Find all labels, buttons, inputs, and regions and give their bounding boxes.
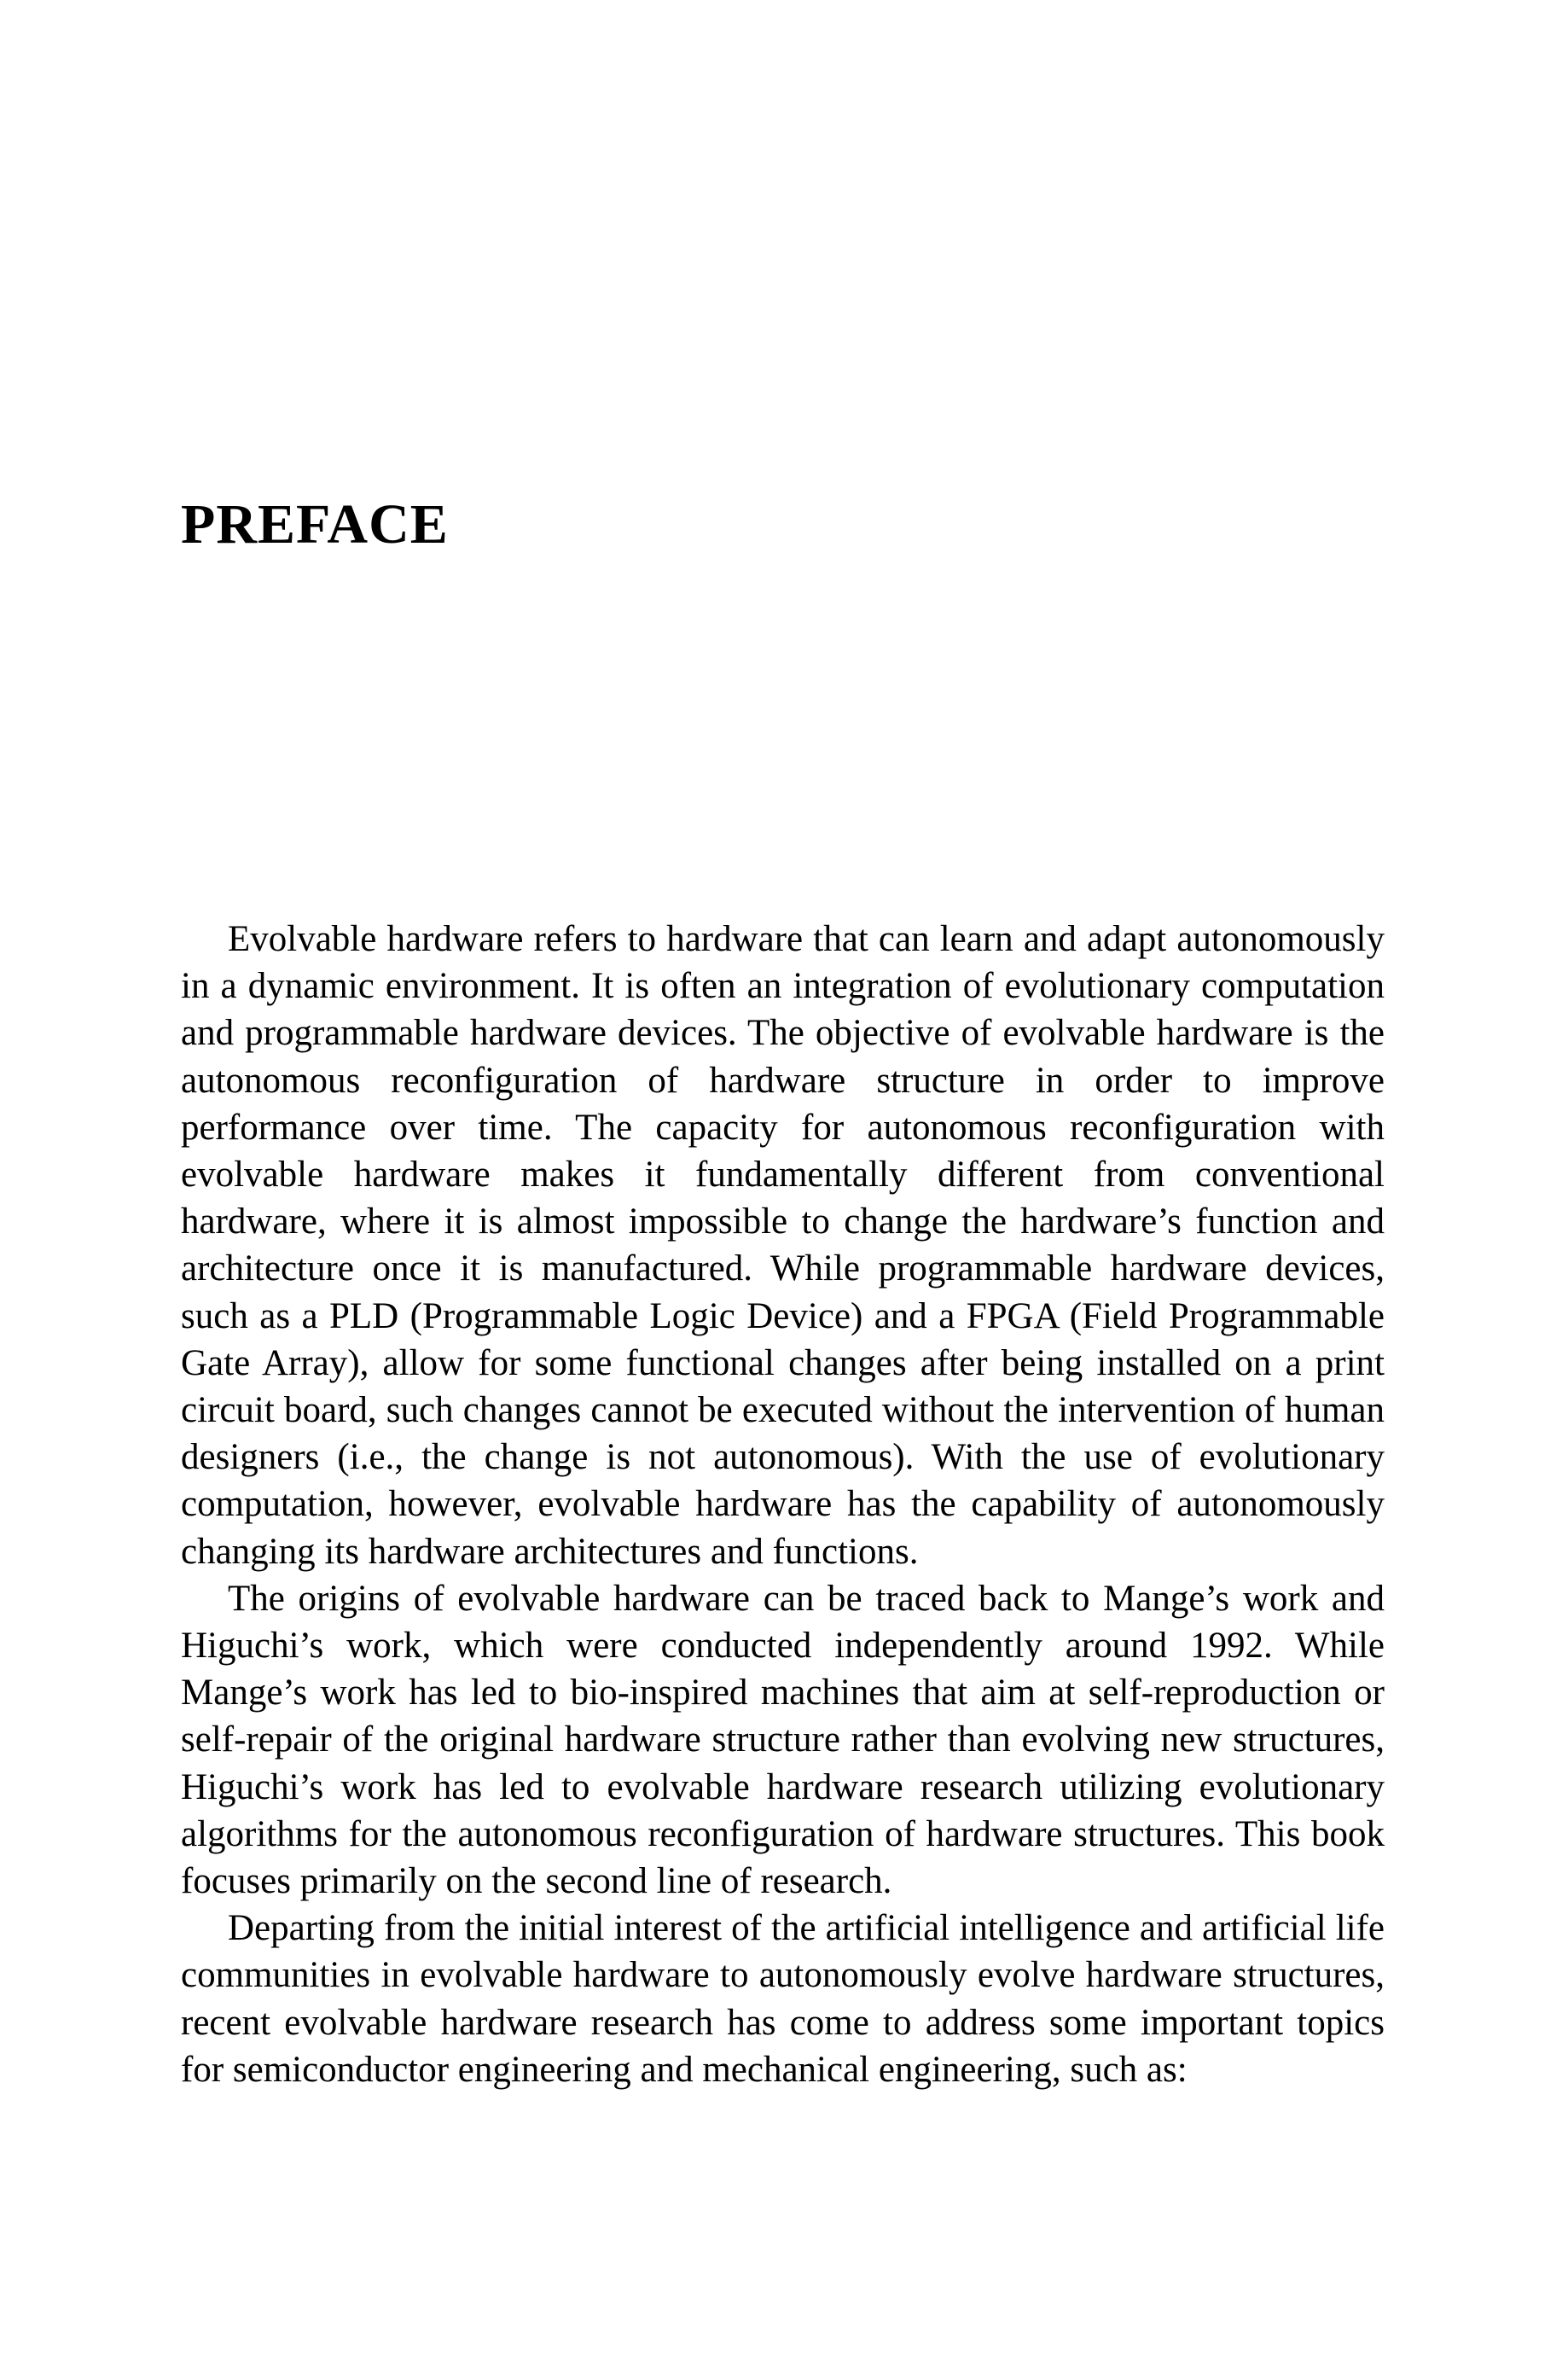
paragraph-2: The origins of evolvable hardware can be traced back to Mange’s work and Higuchi’s work, which were conducted independently around 1992. While Mange’s work has led to bio-inspired machines that aim at self-reproduction or self-repair of the original hardware structure rather than evolving new structures, Higuchi’s work has led to evolvable hardware research utilizing evolutionary algorithms for the autonomous reconfiguration of hardware structures. This book focuses primarily on the second line of research. bbox=[181, 1578, 1385, 1902]
preface-body bbox=[181, 916, 1385, 2093]
paragraph-3: Departing from the initial interest of the artificial intelligence and artificial life communities in evolvable hardware to autonomously evolve hardware structures, recent evolvable hardware research has come to address some important topics for semiconductor engineering and mechanical engineering, such as: bbox=[181, 1908, 1385, 2090]
page-title: PREFACE bbox=[181, 493, 449, 556]
paragraph-1: Evolvable hardware refers to hardware that can learn and adapt autonomously in a dynamic environment. It is often an integration of evolutionary computation and programmable hardware devices. The objective of evolvable hardware is the autonomous reconfiguration of hardware structure in order to improve performance over time. The capacity for autonomous reconfiguration with evolvable hardware makes it fundamentally different from conventional hardware, where it is almost impossible to change the hardware’s function and architecture once it is manufactured. While programmable hardware devices, such as a PLD (Programmable Logic Device) and a FPGA (Field Programmable Gate Array), allow for some functional changes after being installed on a print circuit board, such changes cannot be executed without the intervention of human designers (i.e., the change is not autonomous). With the use of evolutionary computation, however, evolvable hardware has the capability of autonomously changing its hardware architectures and functions. bbox=[181, 919, 1385, 1572]
